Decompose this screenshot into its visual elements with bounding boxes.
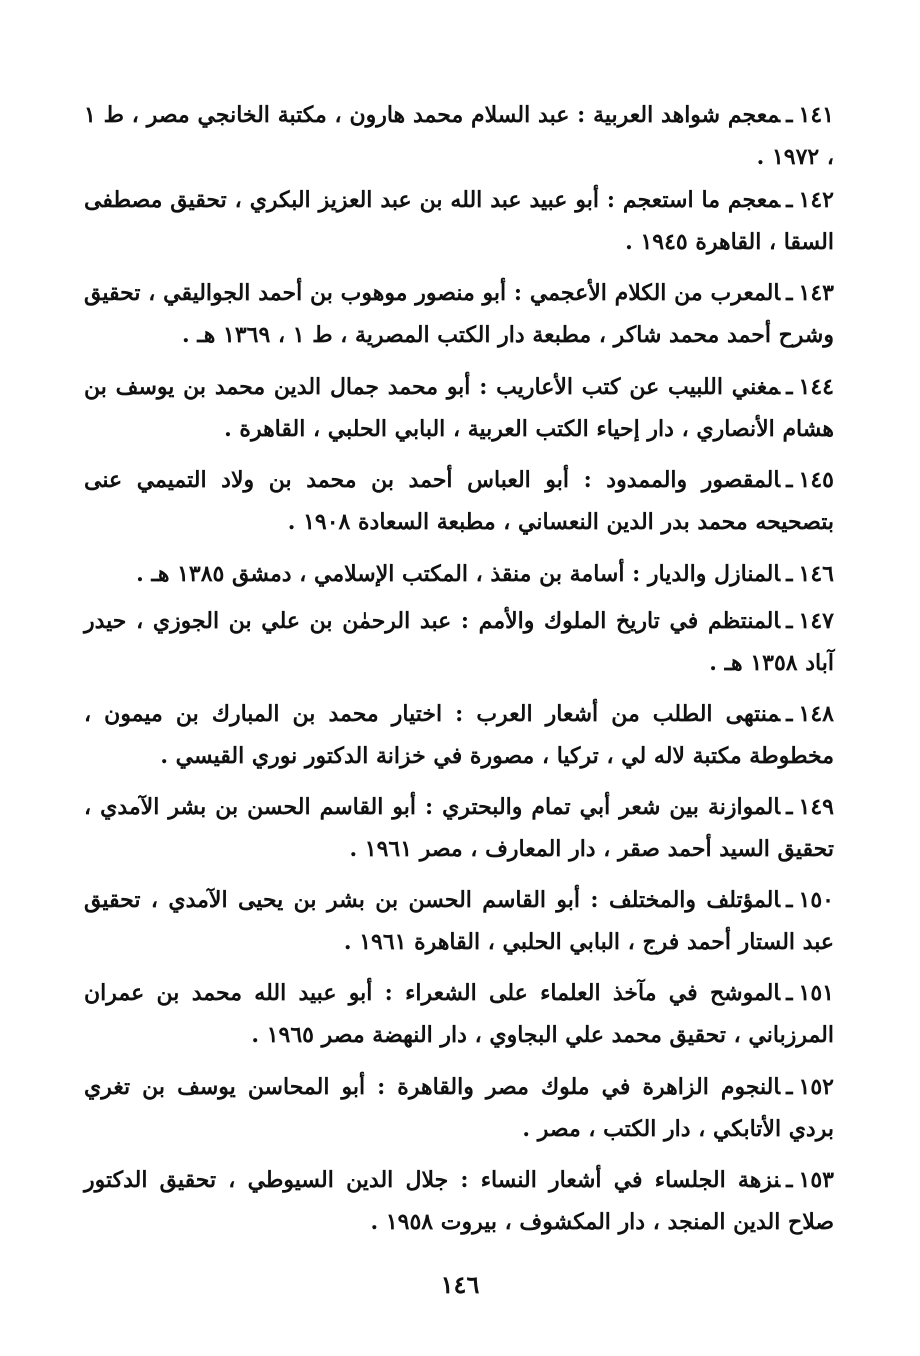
entry-number: ١٥٢ [798,1074,834,1100]
entry-number: ١٤٩ [798,794,834,820]
entry-number: ١٥٣ [798,1167,834,1193]
entry-number: ١٤٦ [798,561,834,587]
entry-number: ١٥٠ [798,887,834,913]
entry-number: ١٤٨ [798,701,834,727]
entry-text: معجم شواهد العربية : عبد السلام محمد هارون ، مكتبة الخانجي مصر ، ط ١ ، ١٩٧٢ . [84,102,834,170]
entry-number: ١٤٥ [798,467,834,493]
entry-text: الموازنة بين شعر أبي تمام والبحتري : أبو القاسم الحسن بن بشر الآمدي ، تحقيق السيد أحمد صقر ، دار المعارف ، مصر ١٩٦١ . [84,794,834,862]
entry-number: ١٤٧ [798,608,834,634]
entry-number: ١٤٣ [798,280,834,306]
bibliography-entry-150: ١٥٠ـالمؤتلف والمختلف : أبو القاسم الحسن بن بشر بن يحيى الآمدي ، تحقيق عبد الستار أحمد فرج ، البابي الحلبي ، القاهرة ١٩٦١ . [84,887,834,955]
entry-number: ١٤٢ [798,187,834,213]
entry-text: النجوم الزاهرة في ملوك مصر والقاهرة : أبو المحاسن يوسف بن تغري بردي الأتابكي ، دار الكتب ، مصر . [84,1074,834,1142]
entry-text: معجم ما استعجم : أبو عبيد عبد الله بن عبد العزيز البكري ، تحقيق مصطفى السقا ، القاهرة ١٩٤٥ . [84,187,834,255]
bibliography-entry-147: ١٤٧ـالمنتظم في تاريخ الملوك والأمم : عبد الرحمٰن بن علي بن الجوزي ، حيدر آباد ١٣٥٨ هـ . [84,608,834,676]
entry-number: ١٤١ [798,102,834,128]
page-number: ١٤٦ [440,1270,480,1299]
entry-number: ١٤٤ [798,374,834,400]
bibliography-entry-152: ١٥٢ـالنجوم الزاهرة في ملوك مصر والقاهرة : أبو المحاسن يوسف بن تغري بردي الأتابكي ، دار الكتب ، مصر . [84,1074,834,1142]
bibliography-entry-153: ١٥٣ـنزهة الجلساء في أشعار النساء : جلال الدين السيوطي ، تحقيق الدكتور صلاح الدين المنجد ، دار المكشوف ، بيروت ١٩٥٨ . [84,1167,834,1235]
bibliography-entry-148: ١٤٨ـمنتهى الطلب من أشعار العرب : اختيار محمد بن المبارك بن ميمون ، مخطوطة مكتبة لاله لي ، تركيا ، مصورة في خزانة الدكتور نوري القيسي . [84,701,834,769]
entry-text: الموشح في مآخذ العلماء على الشعراء : أبو عبيد الله محمد بن عمران المرزباني ، تحقيق محمد علي البجاوي ، دار النهضة مصر ١٩٦٥ . [84,980,834,1048]
entry-text: المنازل والديار : أسامة بن منقذ ، المكتب الإسلامي ، دمشق ١٣٨٥ هـ . [136,561,781,587]
entry-text: منتهى الطلب من أشعار العرب : اختيار محمد بن المبارك بن ميمون ، مخطوطة مكتبة لاله لي ، تركيا ، مصورة في خزانة الدكتور نوري القيسي . [84,701,834,769]
bibliography-entry-143: ١٤٣ـالمعرب من الكلام الأعجمي : أبو منصور موهوب بن أحمد الجواليقي ، تحقيق وشرح أحمد محمد شاكر ، مطبعة دار الكتب المصرية ، ط ١ ، ١٣٦٩ هـ . [84,280,834,348]
entry-text: المقصور والممدود : أبو العباس أحمد بن محمد بن ولاد التميمي عنى بتصحيحه محمد بدر الدين النعساني ، مطبعة السعادة ١٩٠٨ . [84,467,834,535]
entry-text: مغني اللبيب عن كتب الأعاريب : أبو محمد جمال الدين محمد بن يوسف بن هشام الأنصاري ، دار إحياء الكتب العربية ، البابي الحلبي ، القاهرة . [84,374,834,442]
bibliography-entry-146: ١٤٦ـالمنازل والديار : أسامة بن منقذ ، المكتب الإسلامي ، دمشق ١٣٨٥ هـ . [136,561,834,587]
entry-text: المعرب من الكلام الأعجمي : أبو منصور موهوب بن أحمد الجواليقي ، تحقيق وشرح أحمد محمد شاكر ، مطبعة دار الكتب المصرية ، ط ١ ، ١٣٦٩ هـ . [84,280,834,348]
entry-text: نزهة الجلساء في أشعار النساء : جلال الدين السيوطي ، تحقيق الدكتور صلاح الدين المنجد ، دار المكشوف ، بيروت ١٩٥٨ . [84,1167,834,1235]
bibliography-entry-151: ١٥١ـالموشح في مآخذ العلماء على الشعراء : أبو عبيد الله محمد بن عمران المرزباني ، تحقيق محمد علي البجاوي ، دار النهضة مصر ١٩٦٥ . [84,980,834,1048]
bibliography-entry-144: ١٤٤ـمغني اللبيب عن كتب الأعاريب : أبو محمد جمال الدين محمد بن يوسف بن هشام الأنصاري ، دار إحياء الكتب العربية ، البابي الحلبي ، القاهرة . [84,374,834,442]
bibliography-entry-142: ١٤٢ـمعجم ما استعجم : أبو عبيد عبد الله بن عبد العزيز البكري ، تحقيق مصطفى السقا ، القاهرة ١٩٤٥ . [84,187,834,255]
bibliography-entry-145: ١٤٥ـالمقصور والممدود : أبو العباس أحمد بن محمد بن ولاد التميمي عنى بتصحيحه محمد بدر الدين النعساني ، مطبعة السعادة ١٩٠٨ . [84,467,834,535]
bibliography-entry-149: ١٤٩ـالموازنة بين شعر أبي تمام والبحتري : أبو القاسم الحسن بن بشر الآمدي ، تحقيق السيد أحمد صقر ، دار المعارف ، مصر ١٩٦١ . [84,794,834,862]
entry-text: المؤتلف والمختلف : أبو القاسم الحسن بن بشر بن يحيى الآمدي ، تحقيق عبد الستار أحمد فرج ، البابي الحلبي ، القاهرة ١٩٦١ . [84,887,834,955]
bibliography-entry-141: ١٤١ـمعجم شواهد العربية : عبد السلام محمد هارون ، مكتبة الخانجي مصر ، ط ١ ، ١٩٧٢ . [84,102,834,170]
entry-text: المنتظم في تاريخ الملوك والأمم : عبد الرحمٰن بن علي بن الجوزي ، حيدر آباد ١٣٥٨ هـ . [84,608,834,676]
entry-number: ١٥١ [798,980,834,1006]
